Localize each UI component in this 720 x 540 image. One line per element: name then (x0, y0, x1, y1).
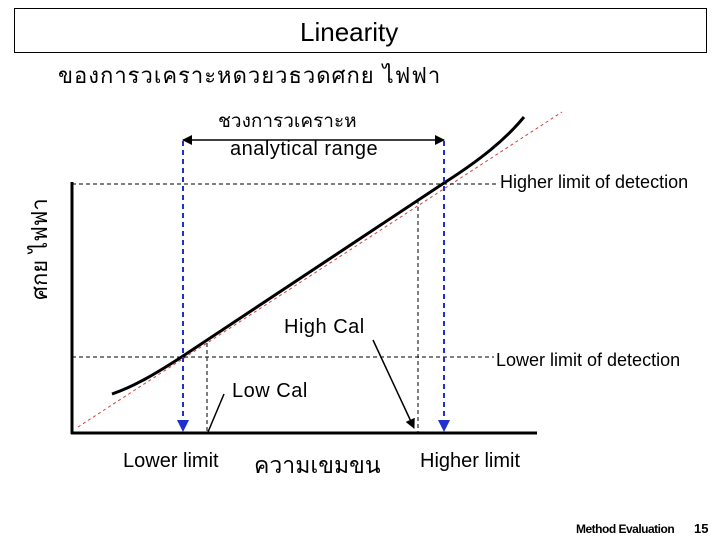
low-cal-label: Low Cal (232, 380, 308, 402)
y-axis-title: ศกย ไฟฟา (28, 198, 53, 300)
lower-detection-label: Lower limit of detection (496, 350, 681, 370)
footer-label: Method Evaluation (576, 522, 675, 536)
lower-limit-label: Lower limit (123, 450, 219, 472)
analytical-range-label: analytical range (230, 138, 379, 160)
low-cal-pointer (208, 394, 224, 432)
slide-subtitle: ของการวเคราะหดวยวธวดศกย ไฟฟา (58, 64, 442, 89)
slide-title: Linearity (300, 17, 399, 47)
x-axis-title: ความเขมขน (254, 453, 381, 479)
page-number: 15 (694, 521, 709, 536)
high-cal-pointer (373, 340, 414, 428)
higher-limit-label: Higher limit (420, 450, 521, 472)
analytical-range-thai-label: ชวงการวเคราะห (218, 110, 357, 132)
high-cal-label: High Cal (284, 316, 365, 338)
higher-detection-label: Higher limit of detection (500, 172, 689, 192)
